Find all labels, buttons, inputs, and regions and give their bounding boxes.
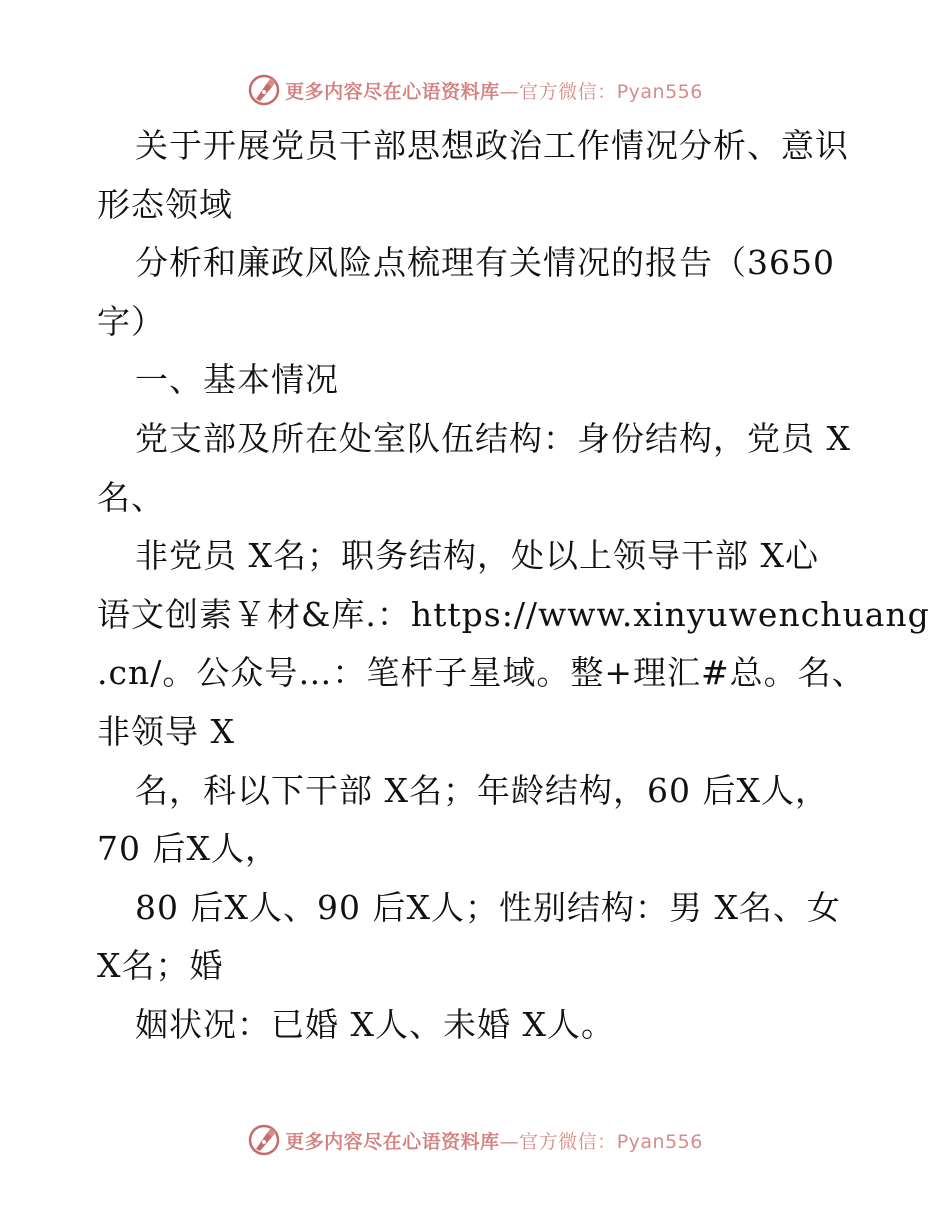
body-line: 分析和廉政风险点梳理有关情况的报告（3650 bbox=[135, 243, 835, 283]
banner-text bbox=[285, 77, 703, 104]
footer-banner bbox=[0, 1120, 950, 1160]
banner-sub-text: 官方微信： bbox=[519, 1130, 617, 1153]
pen-nib-logo-icon bbox=[247, 73, 281, 107]
banner-separator: — bbox=[499, 1130, 520, 1153]
body-line: 非领导 X bbox=[97, 711, 235, 751]
body-line: 姻状况：已婚 X人、未婚 X人。 bbox=[135, 1004, 615, 1044]
body-line: 字） bbox=[97, 301, 165, 341]
body-line: 关于开展党员干部思想政治工作情况分析、意识 bbox=[135, 126, 849, 165]
banner-handle: Pyan556 bbox=[616, 1130, 703, 1153]
banner-main-text: 更多内容尽在心语资料库 bbox=[285, 1130, 500, 1153]
banner-sub-text: 官方微信： bbox=[519, 80, 617, 103]
body-line: 80 后X人、90 后X人；性别结构：男 X名、女 bbox=[135, 887, 841, 927]
body-line: 70 后X人， bbox=[97, 829, 279, 869]
body-line: 非党员 X名；职务结构，处以上领导干部 X心 bbox=[135, 536, 819, 576]
banner-separator: — bbox=[499, 80, 520, 103]
body-line: 名，科以下干部 X名；年龄结构，60 后X人， bbox=[135, 770, 829, 810]
banner-text bbox=[285, 1127, 703, 1154]
banner-handle: Pyan556 bbox=[616, 80, 703, 103]
body-line: 党支部及所在处室队伍结构：身份结构，党员 X bbox=[135, 418, 851, 458]
section-heading: 一、基本情况 bbox=[135, 360, 339, 400]
body-line: 语文创素￥材&库.：https://www.xinyuwenchuang bbox=[97, 594, 930, 634]
body-line: .cn/。公众号…：笔杆子星域。整+理汇#总。名、 bbox=[97, 653, 866, 693]
banner-main-text: 更多内容尽在心语资料库 bbox=[285, 80, 500, 103]
body-line: 名、 bbox=[97, 477, 165, 517]
header-banner bbox=[0, 70, 950, 110]
body-line: X名；婚 bbox=[97, 946, 224, 986]
pen-nib-logo-icon bbox=[247, 1123, 281, 1157]
document-body bbox=[97, 117, 930, 1055]
body-line: 形态领域 bbox=[97, 184, 233, 224]
